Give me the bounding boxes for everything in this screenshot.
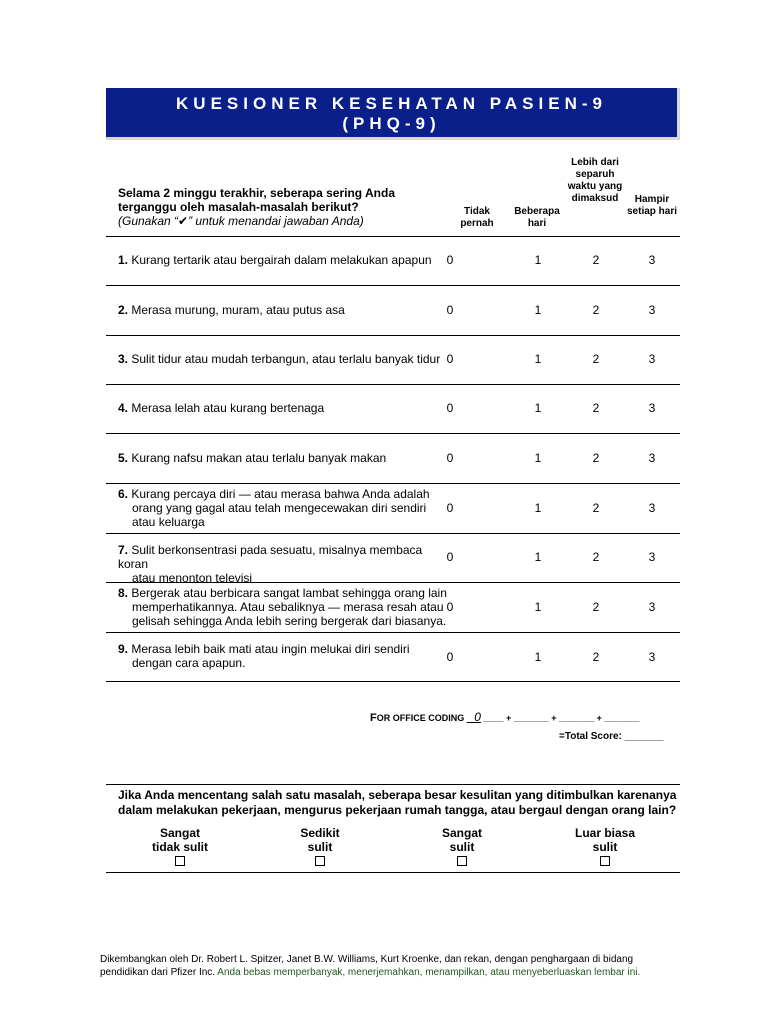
question-text: 7. Sulit berkonsentrasi pada sesuatu, misalnya membaca koran atau menonton televisi — [118, 543, 423, 585]
score-option-3[interactable]: 3 — [648, 501, 656, 515]
column-header-3: Hampir setiap hari — [626, 194, 678, 217]
score-option-3[interactable]: 3 — [648, 600, 656, 614]
score-option-0[interactable]: 0 — [446, 600, 454, 614]
question-text: 2. Merasa murung, muram, atau putus asa — [118, 303, 345, 317]
difficulty-option-1[interactable]: Sangat tidak sulit — [125, 826, 235, 869]
question-text: 8. Bergerak atau berbicara sangat lambat sehingga orang lain memperhatikannya. Atau sebaliknya — merasa resah atau gelisah sehingga Anda lebih sering bergerak dari biasanya. — [118, 586, 447, 628]
score-option-3[interactable]: 3 — [648, 352, 656, 366]
title-banner — [106, 88, 680, 140]
score-option-1[interactable]: 1 — [534, 501, 542, 515]
office-coding-label: FOR OFFICE CODING — [370, 712, 465, 724]
score-option-1[interactable]: 1 — [534, 550, 542, 564]
score-option-0[interactable]: 0 — [446, 451, 454, 465]
question-text: 4. Merasa lelah atau kurang bertenaga — [118, 401, 325, 415]
score-option-1[interactable]: 1 — [534, 253, 542, 267]
score-option-3[interactable]: 3 — [648, 550, 656, 564]
question-text: 9. Merasa lebih baik mati atau ingin melukai diri sendiri dengan cara apapun. — [118, 642, 410, 670]
difficulty-option-2[interactable]: Sedikit sulit — [265, 826, 375, 869]
footer-credit: Dikembangkan oleh Dr. Robert L. Spitzer, Janet B.W. Williams, Kurt Kroenke, dan rekan, dengan penghargaan di bidang pendidikan dari Pfizer Inc. Anda bebas memperbanyak, menerjemahkan, menampilkan, atau menyeberluaskan lembar ini. — [100, 954, 641, 978]
score-option-0[interactable]: 0 — [446, 352, 454, 366]
score-option-2[interactable]: 2 — [592, 401, 600, 415]
office-coding-blanks[interactable]: ____ + _______ + _______ + _______ — [483, 713, 640, 723]
score-option-0[interactable]: 0 — [446, 401, 454, 415]
question-text: 5. Kurang nafsu makan atau terlalu banyak makan — [118, 451, 387, 465]
instruction-text — [118, 186, 418, 228]
divider — [106, 784, 680, 785]
score-option-3[interactable]: 3 — [648, 650, 656, 664]
score-option-3[interactable]: 3 — [648, 303, 656, 317]
divider — [106, 483, 680, 484]
checkbox[interactable] — [175, 856, 185, 866]
score-option-2[interactable]: 2 — [592, 650, 600, 664]
divider — [106, 533, 680, 534]
question-text: 3. Sulit tidur atau mudah terbangun, atau terlalu banyak tidur — [118, 352, 441, 366]
score-option-0[interactable]: 0 — [446, 253, 454, 267]
difficulty-question: Jika Anda mencentang salah satu masalah, seberapa besar kesulitan yang ditimbulkan karenanya dalam melakukan pekerjaan, mengurus pekerjaan rumah tangga, atau bergaul dengan orang lain? — [118, 788, 677, 817]
divider — [106, 384, 680, 385]
page-title: KUESIONER KESEHATAN PASIEN-9 — [176, 94, 607, 113]
checkbox[interactable] — [315, 856, 325, 866]
score-option-2[interactable]: 2 — [592, 550, 600, 564]
checkbox[interactable] — [600, 856, 610, 866]
score-option-0[interactable]: 0 — [446, 303, 454, 317]
divider — [106, 681, 680, 682]
divider — [106, 335, 680, 336]
score-option-1[interactable]: 1 — [534, 650, 542, 664]
column-header-1: Beberapa hari — [514, 206, 560, 229]
score-option-0[interactable]: 0 — [446, 650, 454, 664]
divider — [106, 433, 680, 434]
column-header-2: Lebih dari separuh waktu yang dimaksud — [567, 157, 623, 204]
score-option-2[interactable]: 2 — [592, 253, 600, 267]
question-text: 1. Kurang tertarik atau bergairah dalam melakukan apapun — [118, 253, 432, 267]
score-option-0[interactable]: 0 — [446, 501, 454, 515]
score-option-3[interactable]: 3 — [648, 253, 656, 267]
office-coding-value[interactable]: 0 — [474, 710, 481, 724]
score-option-1[interactable]: 1 — [534, 451, 542, 465]
office-coding-line — [370, 710, 639, 724]
score-option-2[interactable]: 2 — [592, 501, 600, 515]
score-option-2[interactable]: 2 — [592, 451, 600, 465]
divider — [106, 872, 680, 873]
column-header-0: Tidak pernah — [460, 206, 494, 229]
score-option-3[interactable]: 3 — [648, 451, 656, 465]
score-option-1[interactable]: 1 — [534, 352, 542, 366]
divider — [106, 632, 680, 633]
checkbox[interactable] — [457, 856, 467, 866]
score-option-2[interactable]: 2 — [592, 600, 600, 614]
total-score[interactable]: =Total Score: _______ — [559, 731, 664, 742]
page-subtitle: (PHQ-9) — [342, 114, 441, 133]
score-option-1[interactable]: 1 — [534, 401, 542, 415]
divider — [106, 236, 680, 237]
difficulty-option-4[interactable]: Luar biasa sulit — [550, 826, 660, 869]
score-option-1[interactable]: 1 — [534, 303, 542, 317]
divider — [106, 285, 680, 286]
instruction-question: Selama 2 minggu terakhir, seberapa sering Anda terganggu oleh masalah-masalah berikut? — [118, 186, 395, 214]
score-option-2[interactable]: 2 — [592, 352, 600, 366]
score-option-0[interactable]: 0 — [446, 550, 454, 564]
score-option-3[interactable]: 3 — [648, 401, 656, 415]
score-option-2[interactable]: 2 — [592, 303, 600, 317]
instruction-hint: (Gunakan “✔” untuk menandai jawaban Anda) — [118, 214, 364, 228]
score-option-1[interactable]: 1 — [534, 600, 542, 614]
question-text: 6. Kurang percaya diri — atau merasa bahwa Anda adalah orang yang gagal atau telah mengecewakan diri sendiri atau keluarga — [118, 487, 430, 529]
difficulty-option-3[interactable]: Sangat sulit — [407, 826, 517, 869]
